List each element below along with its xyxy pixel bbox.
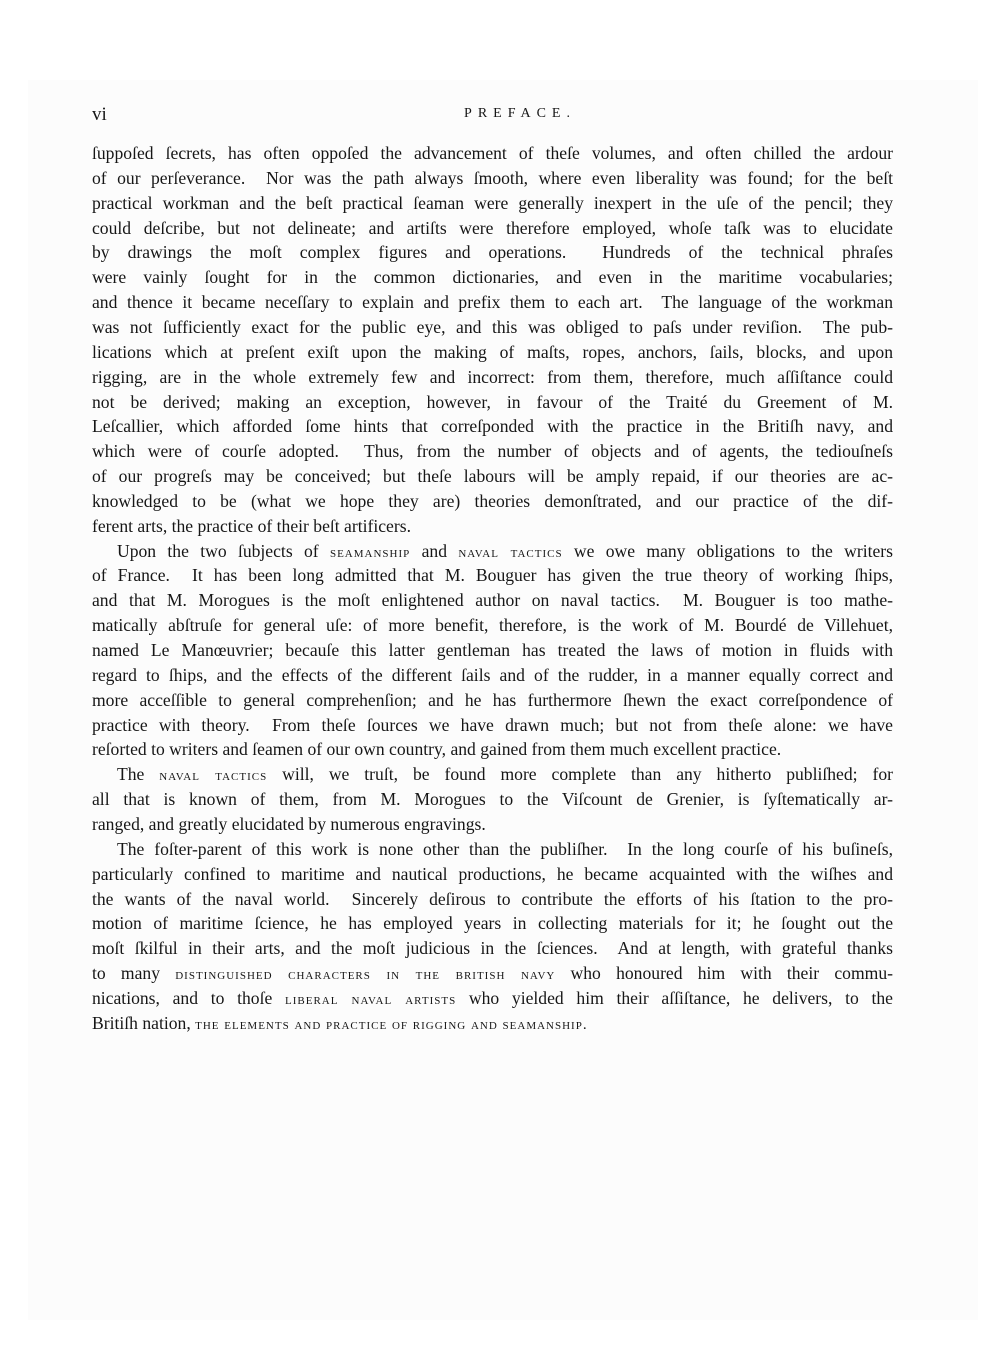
text-line-p2 xyxy=(92,714,893,736)
text-run: who honoured him with their commu- xyxy=(555,963,893,984)
text-line-p1 xyxy=(92,366,893,388)
text-run: Upon the two ſubjects of xyxy=(117,540,330,561)
text-run: of our progreſs may be conceived; but theſe labours will be amply repaid, if our theories are ac- xyxy=(92,466,893,487)
text-line-p1 xyxy=(92,217,893,239)
text-line-p1 xyxy=(92,490,893,512)
text-run: moſt ſkilful in their arts, and the moſt judicious in the ſciences. And at length, with grateful thanks xyxy=(92,938,893,959)
text-line-p3 xyxy=(92,788,893,810)
text-line-p4 xyxy=(92,937,893,959)
text-run: not be derived; making an exception, however, in favour of the Traité du Greement of M. xyxy=(92,391,893,412)
text-line-p1 xyxy=(92,316,893,338)
text-run: was not ſufficiently exact for the public eye, and this was obliged to paſs under reviſion. The pub- xyxy=(92,316,893,337)
text-run: could deſcribe, but not delineate; and artiſts were therefore employed, whoſe taſk was to elucidate xyxy=(92,217,893,238)
text-run: we owe many obligations to the writers xyxy=(562,540,893,561)
text-line-p3 xyxy=(92,813,893,835)
text-line-p2 xyxy=(92,589,893,611)
text-line-p1 xyxy=(92,415,893,437)
small-caps-text: the elements and practice of rigging and seamanship. xyxy=(195,1016,588,1033)
text-run: rigging, are in the whole extremely few and incorrect: from them, therefore, much aſſiſtance could xyxy=(92,366,893,387)
text-line-p2 xyxy=(92,614,893,636)
text-run: to many xyxy=(92,963,176,984)
text-run: The foſter-parent of this work is none other than the publiſher. In the long courſe of his buſineſs, xyxy=(117,838,893,859)
text-line-p4 xyxy=(92,863,893,885)
text-line-p2 xyxy=(117,540,893,564)
text-run: more acceſſible to general comprehenſion; and he has furthermore ſhewn the exact correſpondence of xyxy=(92,689,893,710)
text-run: particularly confined to maritime and nautical productions, he became acquainted with the wiſhes and xyxy=(92,863,893,884)
small-caps-text: naval tactics xyxy=(458,544,563,561)
text-run: who yielded him their aſſiſtance, he delivers, to the xyxy=(456,987,893,1008)
text-line-p4 xyxy=(92,1012,893,1036)
small-caps-text: distinguished characters in the british navy xyxy=(175,967,556,984)
text-run: ferent arts, the practice of their beſt artificers. xyxy=(92,515,411,536)
text-run: and that M. Morogues is the moſt enlightened author on naval tactics. M. Bouguer is too mathe- xyxy=(92,590,893,611)
text-run: practice with theory. From theſe ſources we have drawn much; but not from theſe alone: we have xyxy=(92,714,893,735)
text-line-p1 xyxy=(92,142,893,164)
text-line-p2 xyxy=(92,639,893,661)
text-line-p1 xyxy=(92,266,893,288)
text-line-p4 xyxy=(92,888,893,910)
text-line-p1 xyxy=(92,341,893,363)
text-run: of France. It has been long admitted that M. Bouguer has given the true theory of working ſhips, xyxy=(92,565,893,586)
text-line-p2 xyxy=(92,738,893,760)
text-run: ranged, and greatly elucidated by numerous engravings. xyxy=(92,813,486,834)
text-line-p2 xyxy=(92,689,893,711)
text-run: Leſcallier, which afforded ſome hints that correſponded with the practice in the Britiſh navy, and xyxy=(92,416,893,437)
text-run: nications, and to thoſe xyxy=(92,987,286,1008)
text-run: named Le Manœuvrier; becauſe this latter gentleman has treated the laws of motion in fluids with xyxy=(92,640,893,660)
text-run: the wants of the naval world. Sincerely deſirous to contribute the efforts of his ſtation to the pro- xyxy=(92,888,893,909)
text-line-p1 xyxy=(92,192,893,214)
small-caps-text: naval tactics xyxy=(159,768,268,785)
text-line-p3 xyxy=(117,763,893,787)
text-run: The xyxy=(117,764,160,785)
text-run: matically abſtruſe for general uſe: of more benefit, therefore, is the work of M. Bourdé de Villehuet, xyxy=(92,615,893,636)
text-run: motion of maritime ſcience, he has employed years in collecting materials for it; he ſought out the xyxy=(92,913,893,934)
text-line-p4 xyxy=(92,962,893,986)
small-caps-text: seamanship xyxy=(329,544,411,561)
text-line-p1 xyxy=(92,291,893,313)
text-run: all that is known of them, from M. Morogues to the Viſcount de Grenier, is ſyſtematically ar- xyxy=(92,789,893,810)
text-line-p1 xyxy=(92,167,893,189)
text-run: Britiſh nation, xyxy=(92,1012,196,1033)
text-line-p1 xyxy=(92,465,893,487)
text-run: and xyxy=(410,540,459,561)
running-title: PREFACE. xyxy=(464,106,576,121)
text-line-p2 xyxy=(92,564,893,586)
text-run: which were of courſe adopted. Thus, from the number of objects and of agents, the tediouſneſs xyxy=(92,441,893,462)
text-run: regard to ſhips, and the effects of the different ſails and of the rudder, in a manner equally correct and xyxy=(92,664,893,685)
text-line-p1 xyxy=(92,440,893,462)
text-run: by drawings the moſt complex figures and operations. Hundreds of the technical phraſes xyxy=(92,242,893,263)
text-run: practical workman and the beſt practical ſeaman were generally inexpert in the uſe of the pencil; they xyxy=(92,192,893,213)
text-line-p2 xyxy=(92,664,893,686)
text-run: and thence it became neceſſary to explain and prefix them to each art. The language of the workman xyxy=(92,292,893,313)
text-line-p1 xyxy=(92,391,893,413)
text-run: of our perſeverance. Nor was the path always ſmooth, where even liberality was found; for the beſt xyxy=(92,167,893,188)
text-line-p1 xyxy=(92,241,893,263)
text-run: ſuppoſed ſecrets, has often oppoſed the advancement of theſe volumes, and often chilled the ardour xyxy=(92,143,893,163)
small-caps-text: liberal naval artists xyxy=(285,991,457,1008)
text-run: knowledged to be (what we hope they are) theories demonſtrated, and our practice of the dif- xyxy=(92,490,893,511)
text-run: were vainly ſought for in the common dictionaries, and even in the maritime vocabularies; xyxy=(92,267,893,288)
page-number: vi xyxy=(92,104,107,125)
text-line-p4 xyxy=(92,912,893,934)
text-line-p1 xyxy=(92,515,893,537)
text-line-p4 xyxy=(92,987,893,1011)
text-run: will, we truſt, be found more complete than any hitherto publiſhed; for xyxy=(267,764,893,785)
text-line-p4 xyxy=(117,838,893,860)
text-run: lications which at preſent exiſt upon the making of maſts, ropes, anchors, ſails, blocks, and upon xyxy=(92,341,893,362)
text-run: reſorted to writers and ſeamen of our own country, and gained from them much excellent practice. xyxy=(92,739,782,760)
